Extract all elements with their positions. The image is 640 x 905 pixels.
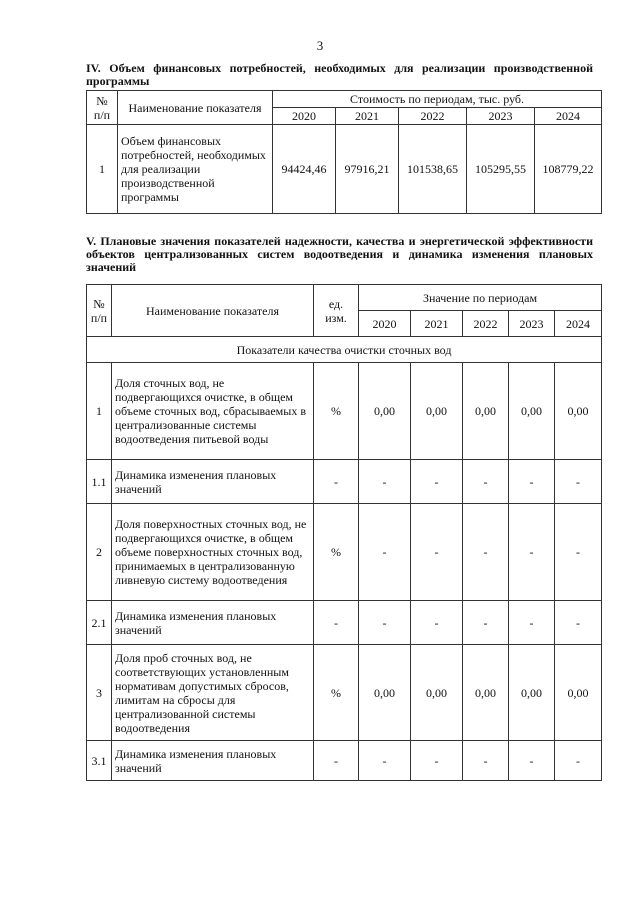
row-value: 94424,46 bbox=[273, 125, 336, 214]
row-name: Динамика изменения плановых значений bbox=[112, 741, 314, 781]
row-value: 0,00 bbox=[509, 645, 555, 741]
year-header: 2024 bbox=[535, 108, 602, 125]
row-value: - bbox=[411, 601, 463, 645]
year-header: 2020 bbox=[359, 311, 411, 337]
year-header: 2020 bbox=[273, 108, 336, 125]
year-header: 2024 bbox=[555, 311, 602, 337]
section-4-heading: IV. Объем финансовых потребностей, необходимых для реализации производственной программы bbox=[86, 61, 593, 88]
row-value: - bbox=[509, 460, 555, 504]
row-value: 0,00 bbox=[411, 363, 463, 460]
table-row bbox=[87, 504, 602, 601]
row-value: 101538,65 bbox=[399, 125, 467, 214]
row-value: - bbox=[411, 741, 463, 781]
column-header-number: № п/п bbox=[87, 285, 112, 337]
row-value: - bbox=[509, 741, 555, 781]
table-header-row bbox=[87, 91, 602, 108]
row-number: 3.1 bbox=[87, 741, 112, 781]
column-header-name: Наименование показателя bbox=[118, 91, 273, 125]
row-value: - bbox=[463, 504, 509, 601]
table-row bbox=[87, 601, 602, 645]
row-value: - bbox=[555, 601, 602, 645]
column-header-values: Значение по периодам bbox=[359, 285, 602, 311]
row-value: - bbox=[411, 460, 463, 504]
row-unit: - bbox=[314, 741, 359, 781]
table-row bbox=[87, 363, 602, 460]
row-name: Доля поверхностных сточных вод, не подвергающихся очистке, в общем объеме поверхностных сточных вод, принимаемых в централизованную ливневую систему водоотведения bbox=[112, 504, 314, 601]
table-header-row bbox=[87, 285, 602, 311]
row-value: - bbox=[463, 741, 509, 781]
row-value: - bbox=[411, 504, 463, 601]
row-value: - bbox=[555, 504, 602, 601]
year-header: 2021 bbox=[336, 108, 399, 125]
quality-indicators-table bbox=[86, 284, 602, 781]
row-unit: % bbox=[314, 504, 359, 601]
row-value: - bbox=[509, 601, 555, 645]
row-number: 2.1 bbox=[87, 601, 112, 645]
row-value: 0,00 bbox=[463, 363, 509, 460]
row-value: 0,00 bbox=[555, 645, 602, 741]
row-value: - bbox=[555, 460, 602, 504]
row-name: Доля проб сточных вод, не соответствующих установленным нормативам допустимых сбросов, лимитам на сбросы для централизованной системы водоотведения bbox=[112, 645, 314, 741]
row-value: 108779,22 bbox=[535, 125, 602, 214]
row-unit: % bbox=[314, 645, 359, 741]
row-value: - bbox=[359, 460, 411, 504]
table-row bbox=[87, 460, 602, 504]
column-header-cost: Стоимость по периодам, тыс. руб. bbox=[273, 91, 602, 108]
table-row bbox=[87, 125, 602, 214]
row-number: 1 bbox=[87, 125, 118, 214]
year-header: 2021 bbox=[411, 311, 463, 337]
row-unit: - bbox=[314, 601, 359, 645]
row-value: 0,00 bbox=[509, 363, 555, 460]
row-value: - bbox=[359, 741, 411, 781]
row-name: Динамика изменения плановых значений bbox=[112, 601, 314, 645]
year-header: 2023 bbox=[509, 311, 555, 337]
row-name: Объем финансовых потребностей, необходимых для реализации производственной программы bbox=[118, 125, 273, 214]
row-value: - bbox=[463, 460, 509, 504]
row-value: - bbox=[555, 741, 602, 781]
row-value: 97916,21 bbox=[336, 125, 399, 214]
row-number: 1.1 bbox=[87, 460, 112, 504]
row-value: - bbox=[463, 601, 509, 645]
column-header-unit: ед. изм. bbox=[314, 285, 359, 337]
row-number: 2 bbox=[87, 504, 112, 601]
table-group-row bbox=[87, 337, 602, 363]
column-header-number: № п/п bbox=[87, 91, 118, 125]
section-5-heading: V. Плановые значения показателей надежности, качества и энергетической эффективности объектов централизованных систем водоотведения и динамика изменения плановых значений bbox=[86, 234, 593, 274]
column-header-name: Наименование показателя bbox=[112, 285, 314, 337]
row-number: 3 bbox=[87, 645, 112, 741]
row-name: Динамика изменения плановых значений bbox=[112, 460, 314, 504]
year-header: 2023 bbox=[467, 108, 535, 125]
row-name: Доля сточных вод, не подвергающихся очистке, в общем объеме сточных вод, сбрасываемых в централизованные системы водоотведения питьевой воды bbox=[112, 363, 314, 460]
row-value: - bbox=[359, 601, 411, 645]
row-value: 0,00 bbox=[555, 363, 602, 460]
row-unit: % bbox=[314, 363, 359, 460]
financial-needs-table bbox=[86, 90, 602, 214]
row-value: 0,00 bbox=[359, 645, 411, 741]
table-row bbox=[87, 741, 602, 781]
row-value: 105295,55 bbox=[467, 125, 535, 214]
row-unit: - bbox=[314, 460, 359, 504]
row-value: 0,00 bbox=[411, 645, 463, 741]
row-number: 1 bbox=[87, 363, 112, 460]
row-value: 0,00 bbox=[359, 363, 411, 460]
year-header: 2022 bbox=[399, 108, 467, 125]
row-value: - bbox=[509, 504, 555, 601]
row-value: - bbox=[359, 504, 411, 601]
year-header: 2022 bbox=[463, 311, 509, 337]
row-value: 0,00 bbox=[463, 645, 509, 741]
table-row bbox=[87, 645, 602, 741]
page-number: 3 bbox=[316, 38, 324, 53]
group-header: Показатели качества очистки сточных вод bbox=[87, 337, 602, 363]
